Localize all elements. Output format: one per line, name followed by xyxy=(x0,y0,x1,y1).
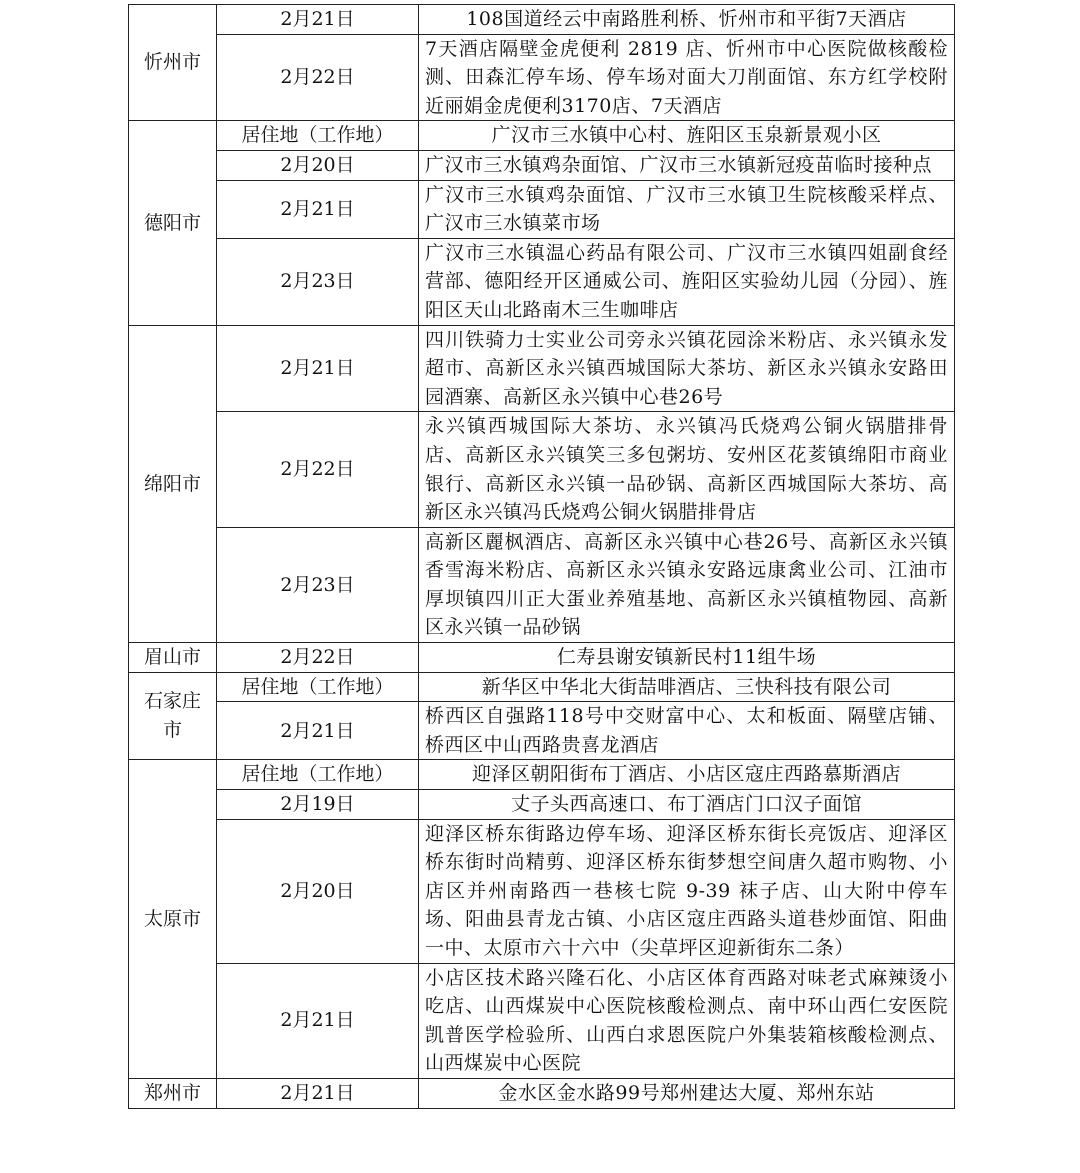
date-cell: 2月21日 xyxy=(217,180,419,238)
date-cell: 2月21日 xyxy=(217,325,419,412)
date-cell: 居住地（工作地） xyxy=(217,672,419,702)
places-cell: 广汉市三水镇鸡杂面馆、广汉市三水镇卫生院核酸采样点、广汉市三水镇菜市场 xyxy=(419,180,955,238)
places-cell: 广汉市三水镇中心村、旌阳区玉泉新景观小区 xyxy=(419,121,955,151)
date-cell: 2月23日 xyxy=(217,238,419,325)
places-cell: 广汉市三水镇温心药品有限公司、广汉市三水镇四姐副食经营部、德阳经开区通威公司、旌阳区实验幼儿园（分园）、旌阳区天山北路南木三生咖啡店 xyxy=(419,238,955,325)
table-row xyxy=(129,1078,955,1108)
locations-table xyxy=(128,4,955,1109)
date-cell: 居住地（工作地） xyxy=(217,760,419,790)
table-row xyxy=(129,5,955,35)
date-cell: 2月22日 xyxy=(217,34,419,121)
table-body xyxy=(129,5,955,1109)
date-cell: 2月21日 xyxy=(217,963,419,1078)
city-cell: 郑州市 xyxy=(129,1078,217,1108)
date-cell: 2月22日 xyxy=(217,412,419,527)
places-cell: 小店区技术路兴隆石化、小店区体育西路对味老式麻辣烫小吃店、山西煤炭中心医院核酸检测点、南中环山西仁安医院凯普医学检验所、山西白求恩医院户外集装箱核酸检测点、山西煤炭中心医院 xyxy=(419,963,955,1078)
locations-sheet xyxy=(128,4,954,1109)
table-row xyxy=(129,180,955,238)
table-row xyxy=(129,238,955,325)
city-cell: 石家庄市 xyxy=(129,672,217,760)
places-cell: 108国道经云中南路胜利桥、忻州市和平街7天酒店 xyxy=(419,5,955,35)
places-cell: 迎泽区朝阳街布丁酒店、小店区寇庄西路慕斯酒店 xyxy=(419,760,955,790)
table-row xyxy=(129,702,955,760)
date-cell: 2月21日 xyxy=(217,5,419,35)
city-cell: 绵阳市 xyxy=(129,325,217,643)
table-row xyxy=(129,412,955,527)
table-row xyxy=(129,643,955,673)
date-cell: 2月19日 xyxy=(217,790,419,820)
table-row xyxy=(129,672,955,702)
table-row xyxy=(129,819,955,963)
places-cell: 仁寿县谢安镇新民村11组牛场 xyxy=(419,643,955,673)
date-cell: 2月22日 xyxy=(217,643,419,673)
table-row xyxy=(129,527,955,642)
table-row xyxy=(129,760,955,790)
date-cell: 2月20日 xyxy=(217,819,419,963)
date-cell: 2月21日 xyxy=(217,702,419,760)
date-cell: 2月21日 xyxy=(217,1078,419,1108)
city-cell: 太原市 xyxy=(129,760,217,1079)
places-cell: 广汉市三水镇鸡杂面馆、广汉市三水镇新冠疫苗临时接种点 xyxy=(419,150,955,180)
table-row xyxy=(129,34,955,121)
date-cell: 居住地（工作地） xyxy=(217,121,419,151)
date-cell: 2月23日 xyxy=(217,527,419,642)
city-cell: 德阳市 xyxy=(129,121,217,325)
places-cell: 金水区金水路99号郑州建达大厦、郑州东站 xyxy=(419,1078,955,1108)
table-row xyxy=(129,325,955,412)
places-cell: 7天酒店隔壁金虎便利 2819 店、忻州市中心医院做核酸检测、田森汇停车场、停车场对面大刀削面馆、东方红学校附近丽娟金虎便利3170店、7天酒店 xyxy=(419,34,955,121)
places-cell: 丈子头西高速口、布丁酒店门口汉子面馆 xyxy=(419,790,955,820)
table-row xyxy=(129,121,955,151)
places-cell: 永兴镇西城国际大茶坊、永兴镇冯氏烧鸡公铜火锅腊排骨店、高新区永兴镇笑三多包粥坊、安州区花荄镇绵阳市商业银行、高新区永兴镇一品砂锅、高新区西城国际大茶坊、高新区永兴镇冯氏烧鸡公铜火锅腊排骨店 xyxy=(419,412,955,527)
places-cell: 桥西区自强路118号中交财富中心、太和板面、隔壁店铺、桥西区中山西路贵喜龙酒店 xyxy=(419,702,955,760)
places-cell: 迎泽区桥东街路边停车场、迎泽区桥东街长亮饭店、迎泽区桥东街时尚精剪、迎泽区桥东街梦想空间唐久超市购物、小店区并州南路西一巷核七院 9-39 袜子店、山大附中停车场、阳曲县青龙古镇、小店区寇庄西路头道巷炒面馆、阳曲一中、太原市六十六中（尖草坪区迎新街东二条） xyxy=(419,819,955,963)
date-cell: 2月20日 xyxy=(217,150,419,180)
city-cell: 眉山市 xyxy=(129,643,217,673)
places-cell: 四川铁骑力士实业公司旁永兴镇花园涂米粉店、永兴镇永发超市、高新区永兴镇西城国际大茶坊、新区永兴镇永安路田园酒寨、高新区永兴镇中心巷26号 xyxy=(419,325,955,412)
table-row xyxy=(129,790,955,820)
city-cell: 忻州市 xyxy=(129,5,217,121)
places-cell: 新华区中华北大街喆啡酒店、三快科技有限公司 xyxy=(419,672,955,702)
table-row xyxy=(129,150,955,180)
places-cell: 高新区麗枫酒店、高新区永兴镇中心巷26号、高新区永兴镇香雪海米粉店、高新区永兴镇永安路远康禽业公司、江油市厚坝镇四川正大蛋业养殖基地、高新区永兴镇植物园、高新区永兴镇一品砂锅 xyxy=(419,527,955,642)
table-row xyxy=(129,963,955,1078)
